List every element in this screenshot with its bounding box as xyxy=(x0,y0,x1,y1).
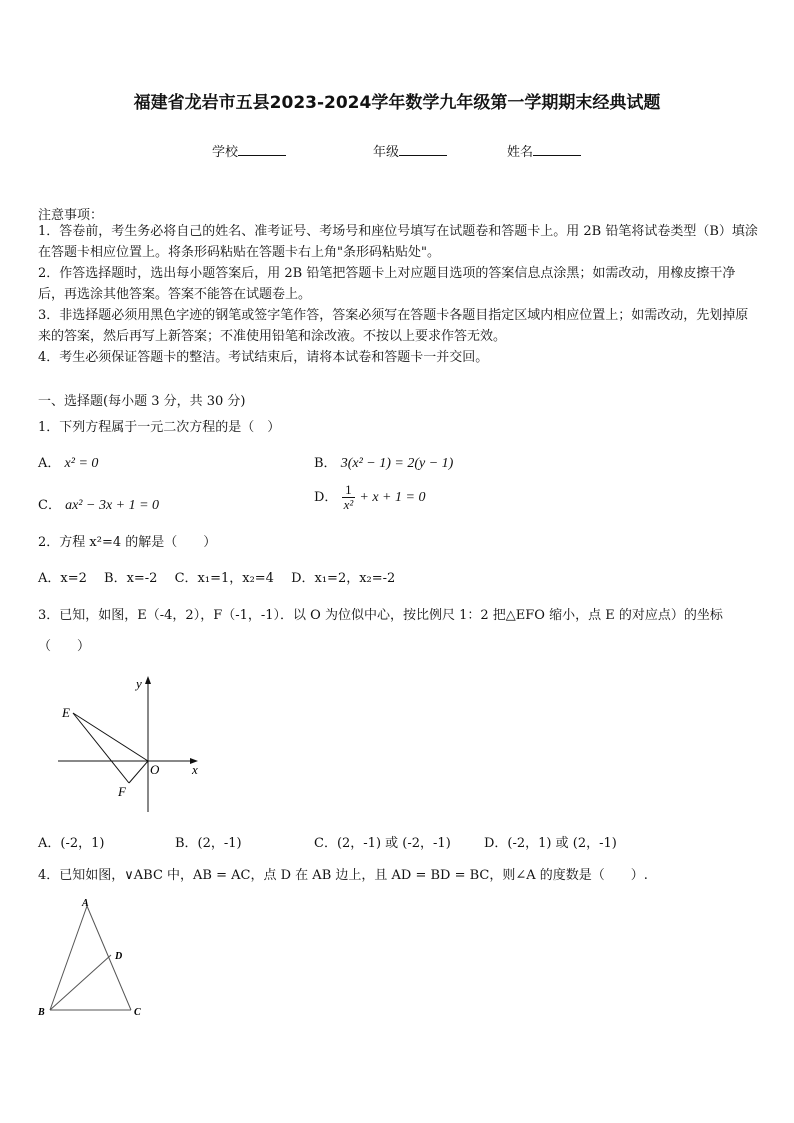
q3-option-c: C．(2，-1) 或 (-2，-1) xyxy=(314,836,451,851)
q1-option-d-denominator: x² xyxy=(343,497,354,512)
vertex-b-label: B xyxy=(38,1007,45,1018)
notice-item-1: 1．答卷前，考生务必将自己的姓名、准考证号、考场号和座位号填写在试题卷和答题卡上。用 2B 铅笔将试卷类型（B）填涂在答题卡相应位置上。将条形码粘贴在答题卡右上角"条形码粘贴处"。 xyxy=(38,224,758,260)
y-axis-label: y xyxy=(136,676,142,691)
q3-option-a: A．(-2，1) xyxy=(38,836,105,851)
question-2-stem: 2．方程 x²=4 的解是（ ） xyxy=(38,535,217,550)
q1-option-d xyxy=(314,483,425,512)
point-f-label: F xyxy=(118,784,126,799)
q2-options: A．x=2 B．x=-2 C．x₁=1，x₂=4 D．x₁=2，x₂=-2 xyxy=(38,571,396,586)
point-e-label: E xyxy=(62,705,70,720)
notice-heading: 注意事项： xyxy=(38,208,104,223)
q3-option-d: D．(-2，1) 或 (2，-1) xyxy=(484,836,617,851)
school-field xyxy=(212,141,286,160)
name-field xyxy=(507,141,581,160)
y-axis-arrow xyxy=(145,676,151,684)
school-label: 学校 xyxy=(212,145,239,160)
grade-blank xyxy=(399,143,447,156)
q1-option-b-letter: B． xyxy=(314,456,337,471)
grade-field xyxy=(373,141,447,160)
q1-option-d-numerator: 1 xyxy=(342,483,356,498)
question-3-stem: 3．已知，如图，E（-4，2），F（-1，-1）．以 O 为位似中心，按比例尺 1：2 把△EFO 缩小，点 E 的对应点）的坐标 xyxy=(38,608,723,623)
q3-option-b: B．(2，-1) xyxy=(175,836,242,851)
q1-option-c xyxy=(38,494,159,514)
q1-option-a-math: x² = 0 xyxy=(64,456,99,471)
q4-triangle-figure xyxy=(36,895,156,1020)
question-3-stem-cont: （ ） xyxy=(38,639,91,654)
side-ac xyxy=(87,906,131,1010)
q1-option-c-math: ax² − 3x + 1 = 0 xyxy=(65,498,160,513)
school-blank xyxy=(238,143,286,156)
q1-option-d-rest: + x + 1 = 0 xyxy=(359,490,426,505)
segment-ef xyxy=(73,713,129,783)
q1-option-d-fraction xyxy=(342,483,356,512)
q1-option-d-letter: D． xyxy=(314,490,338,505)
page-title: 福建省龙岩市五县2023-2024学年数学九年级第一学期期末经典试题 xyxy=(133,93,661,113)
q1-option-a xyxy=(38,452,98,472)
point-d-label: D xyxy=(115,951,123,962)
name-label: 姓名 xyxy=(507,145,534,160)
segment-eo xyxy=(73,713,148,761)
vertex-a-label: A xyxy=(82,898,89,909)
notice-item-3: 3．非选择题必须用黑色字迹的钢笔或签字笔作答，答案必须写在答题卡各题目指定区域内相应位置上；如需改动，先划掉原来的答案，然后再写上新答案；不准使用铅笔和涂改液。不按以上要求作答无效。 xyxy=(38,308,749,344)
q3-coordinate-figure xyxy=(50,670,210,815)
grade-label: 年级 xyxy=(373,145,400,160)
name-blank xyxy=(533,143,581,156)
notice-item-4: 4．考生必须保证答题卡的整洁。考试结束后，请将本试卷和答题卡一并交回。 xyxy=(38,350,489,365)
segment-fo xyxy=(129,761,148,783)
q1-option-c-letter: C． xyxy=(38,498,61,513)
side-ab xyxy=(50,906,87,1010)
vertex-c-label: C xyxy=(134,1007,141,1018)
x-axis-label: x xyxy=(192,762,198,777)
segment-bd xyxy=(50,955,111,1010)
question-4-stem: 4．已知如图，∨ABC 中，AB = AC，点 D 在 AB 边上，且 AD = BD = BC，则∠A 的度数是（ ）. xyxy=(38,868,648,883)
q1-option-b-math: 3(x² − 1) = 2(y − 1) xyxy=(340,456,454,471)
q1-option-a-letter: A． xyxy=(38,456,61,471)
q1-option-b xyxy=(314,452,453,472)
notice-item-2: 2．作答选择题时，选出每小题答案后，用 2B 铅笔把答题卡上对应题目选项的答案信息点涂黑；如需改动，用橡皮擦干净后，再选涂其他答案。答案不能答在试题卷上。 xyxy=(38,266,736,302)
section-heading: 一、选择题(每小题 3 分，共 30 分) xyxy=(38,394,246,409)
point-o-label: O xyxy=(150,762,160,777)
question-1-stem: 1．下列方程属于一元二次方程的是（ ） xyxy=(38,420,281,435)
